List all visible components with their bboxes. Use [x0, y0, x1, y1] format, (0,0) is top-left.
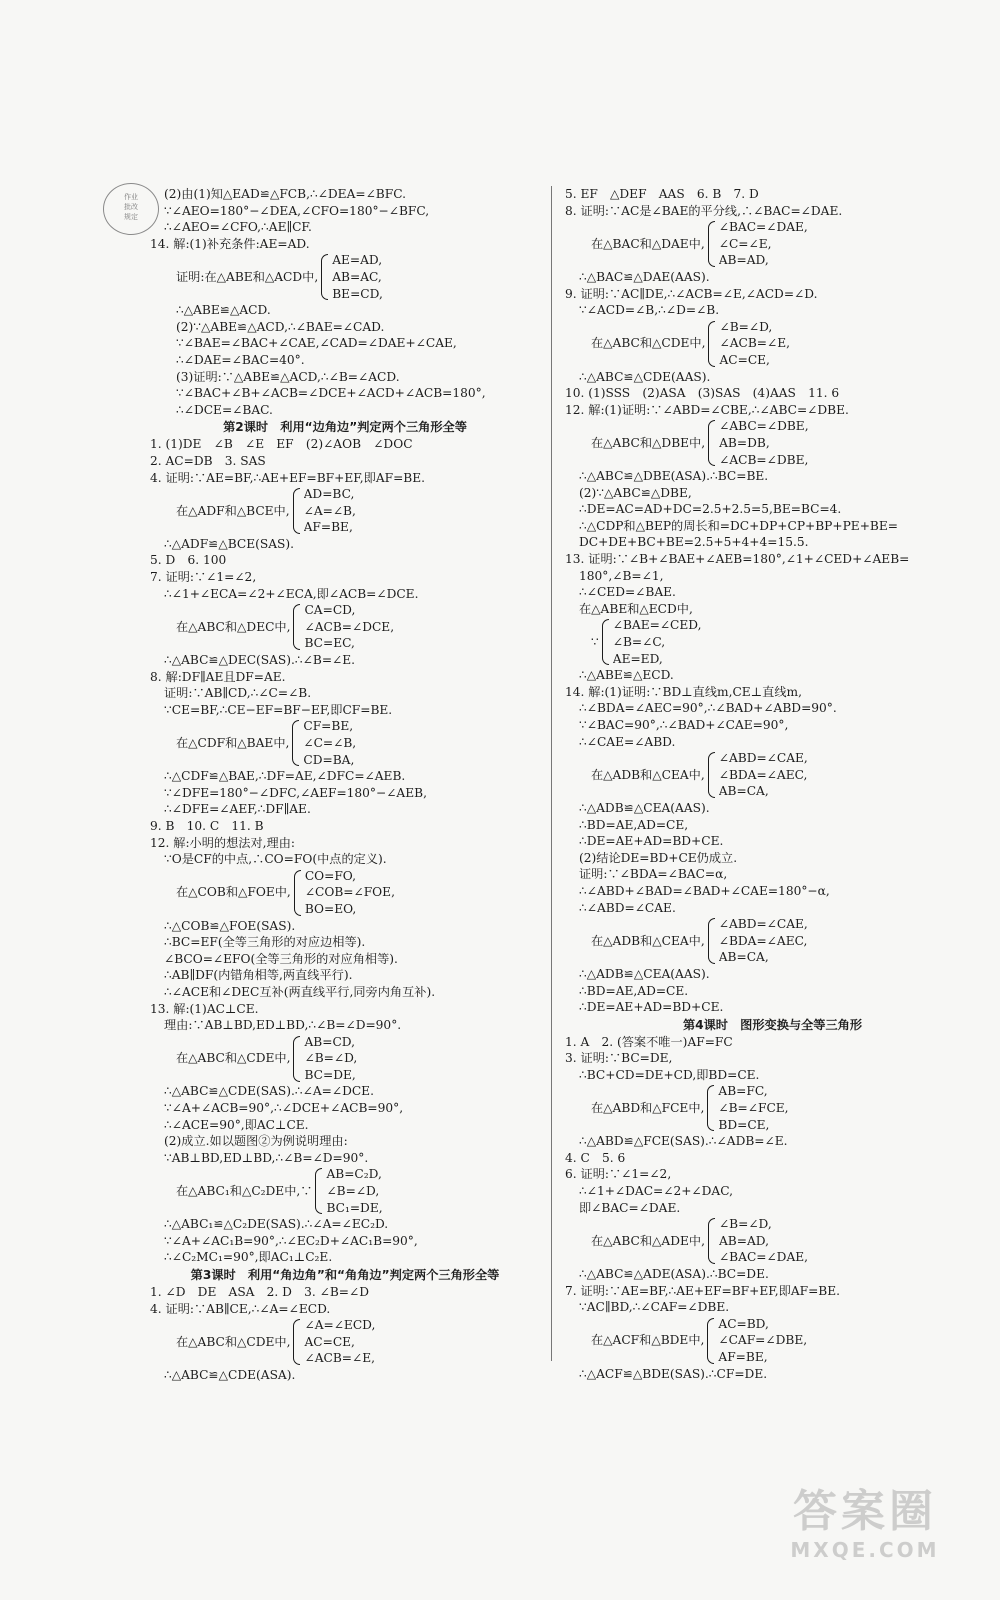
left-column: [150, 186, 540, 1384]
section-heading: 第2课时 利用“边角边”判定两个三角形全等: [223, 420, 467, 435]
condition-system: [565, 219, 980, 269]
answer-line: ∴△COB≌△FOE(SAS).: [164, 918, 296, 933]
answer-line: ∵∠A+∠AC₁B=90°,∴∠EC₂D+∠AC₁B=90°,: [164, 1233, 418, 1248]
condition-row: ∠COB=∠FOE,: [304, 885, 395, 900]
system-conditions: [304, 486, 356, 536]
answer-line: ∴△ABC≌△CDE(AAS).: [579, 369, 711, 384]
answer-line: ∴BC+CD=DE+CD,即BD=CE.: [579, 1067, 760, 1082]
condition-row: AB=CA,: [718, 784, 769, 799]
answer-line: ∴△CDF≌△BAE,∴DF=AE,∠DFC=∠AEB.: [164, 769, 406, 784]
answer-line: 2. AC=DB 3. SAS: [150, 453, 266, 468]
answer-line: ∴∠ABD=∠CAE.: [579, 900, 676, 915]
condition-system: [565, 319, 980, 369]
section-heading: 第3课时 利用“角边角”和“角角边”判定两个三角形全等: [190, 1268, 500, 1282]
system-conditions: [719, 418, 808, 468]
answer-line: 在△ABE和△ECD中,: [579, 601, 693, 616]
condition-row: ∠B=∠D,: [304, 1051, 358, 1066]
answer-line: ∴△ADB≌△CEA(AAS).: [579, 966, 710, 981]
system-lead-text: 在△ABC和△CDE中,: [176, 1051, 291, 1066]
condition-row: AE=AD,: [332, 253, 383, 268]
system-lead-text: ∵: [591, 635, 599, 650]
condition-system: [150, 486, 540, 536]
site-watermark: [750, 1486, 980, 1576]
left-brace: [707, 1318, 714, 1364]
condition-system: [150, 252, 540, 302]
condition-system: [150, 602, 540, 652]
watermark-logo-text: 答案圈: [793, 1486, 937, 1537]
answer-line: 1. ∠D DE ASA 2. D 3. ∠B=∠D: [150, 1285, 369, 1299]
system-lead-text: 在△CDF和△BAE中,: [176, 736, 290, 750]
condition-row: BE=CD,: [332, 286, 383, 301]
system-lead-text: 在△ABC和△DBE中,: [591, 435, 706, 450]
answer-line: 8. 解:DF∥AE且DF=AE.: [150, 669, 286, 684]
answer-line: 3. 证明:∵BC=DE,: [565, 1051, 673, 1066]
system-conditions: [326, 1166, 382, 1216]
answer-line: ∴∠1+∠ECA=∠2+∠ECA,即∠ACB=∠DCE.: [164, 586, 419, 601]
condition-row: ∠ABD=∠CAE,: [718, 751, 808, 766]
system-lead-text: 在△COB和△FOE中,: [176, 885, 291, 900]
answer-line: 9. 证明:∵AC∥DE,∴∠ACB=∠E,∠ACD=∠D.: [565, 286, 818, 301]
condition-row: ∠CAF=∠DBE,: [718, 1333, 808, 1348]
answer-line: (2)由(1)知△EAD≌△FCB,∴∠DEA=∠BFC.: [164, 187, 406, 201]
answer-line: ∴DE=AE+AD=BD+CE.: [579, 1000, 724, 1015]
condition-row: AC=CE,: [304, 1334, 355, 1349]
system-conditions: [304, 1034, 357, 1084]
condition-system: [150, 718, 540, 768]
answer-line: 1. A 2. (答案不唯一)AF=FC: [565, 1034, 733, 1049]
condition-row: ∠BDA=∠AEC,: [718, 933, 808, 948]
condition-row: ∠A=∠B,: [303, 503, 356, 518]
condition-row: BD=CE,: [718, 1117, 770, 1132]
condition-row: AB=C₂D,: [326, 1167, 382, 1182]
left-brace: [294, 870, 301, 916]
system-lead-text: 在△ABC₁和△C₂DE中,∵: [176, 1184, 313, 1199]
condition-system: [565, 916, 980, 966]
answer-line: ∴DE=AE+AD=BD+CE.: [579, 834, 724, 849]
condition-row: AB=CA,: [718, 950, 769, 965]
system-conditions: [719, 916, 808, 966]
left-brace: [293, 1319, 300, 1365]
condition-row: AE=ED,: [612, 651, 663, 666]
system-conditions: [305, 868, 395, 918]
answer-line: ∴△ABC≌△CDE(ASA).: [164, 1367, 296, 1382]
condition-row: AB=DB,: [719, 435, 770, 450]
condition-row: ∠ACB=∠DBE,: [719, 452, 809, 467]
stamp-text: 规定: [124, 213, 138, 221]
condition-row: BC₁=DE,: [326, 1200, 383, 1215]
condition-system: [565, 1316, 980, 1366]
condition-row: ∠B=∠FCE,: [718, 1101, 789, 1116]
answer-line: 13. 解:(1)AC⊥CE.: [150, 1001, 259, 1016]
condition-row: CF=BE,: [303, 719, 354, 734]
answer-line: ∴△ABC≌△DBE(ASA).∴BC=BE.: [579, 469, 769, 484]
condition-row: ∠BAC=∠DAE,: [718, 220, 808, 235]
condition-row: ∠C=∠E,: [718, 236, 772, 251]
left-brace: [708, 918, 715, 964]
condition-row: ∠ACB=∠DCE,: [304, 619, 395, 634]
answer-line: 1. (1)DE ∠B ∠E EF (2)∠AOB ∠DOC: [150, 437, 413, 452]
answer-line: ∵O是CF的中点,∴CO=FO(中点的定义).: [164, 852, 387, 867]
section-heading: 第4课时 图形变换与全等三角形: [682, 1017, 863, 1032]
left-brace: [708, 420, 715, 466]
answer-line: ∴△ABC₁≌△C₂DE(SAS).∴∠A=∠EC₂D.: [164, 1217, 389, 1232]
answer-line: ∵∠DFE=180°−∠DFC,∠AEF=180°−∠AEB,: [164, 785, 427, 800]
condition-row: AC=CE,: [719, 352, 770, 367]
answer-line: (3)证明:∵△ABE≌△ACD,∴∠B=∠ACD.: [176, 369, 400, 384]
condition-row: ∠C=∠B,: [303, 736, 357, 750]
answer-line: 12. 解:(1)证明:∵∠ABD=∠CBE,∴∠ABC=∠DBE.: [565, 402, 849, 417]
answer-line: 180°,∠B=∠1,: [579, 568, 664, 583]
condition-row: ∠ABC=∠DBE,: [719, 419, 809, 434]
condition-row: CA=CD,: [304, 603, 356, 618]
right-column: [565, 186, 980, 1382]
system-conditions: [613, 617, 702, 667]
condition-system: [565, 750, 980, 800]
left-brace: [602, 619, 609, 665]
answer-line: ∵∠BAC=90°,∴∠BAD+∠CAE=90°,: [579, 718, 789, 732]
condition-system: [565, 1216, 980, 1266]
left-brace: [293, 604, 300, 650]
answer-line: 5. EF △DEF AAS 6. B 7. D: [565, 187, 759, 201]
answer-line: ∴△ADB≌△CEA(AAS).: [579, 800, 710, 815]
system-lead-text: 在△ABC和△CDE中,: [176, 1334, 291, 1349]
answer-line: 4. C 5. 6: [565, 1150, 626, 1165]
condition-row: ∠ACB=∠E,: [304, 1351, 375, 1366]
answer-line: 14. 解:(1)证明:∵BD⊥直线m,CE⊥直线m,: [565, 684, 802, 699]
condition-system: [150, 868, 540, 918]
answer-line: ∴△ABC≌△DEC(SAS).∴∠B=∠E.: [164, 653, 356, 668]
answer-line: ∵AB⊥BD,ED⊥BD,∴∠B=∠D=90°.: [164, 1150, 369, 1165]
condition-row: ∠ABD=∠CAE,: [718, 917, 808, 932]
answer-line: ∴∠DCE=∠BAC.: [176, 402, 273, 417]
system-lead-text: 在△ABD和△FCE中,: [591, 1101, 705, 1116]
condition-row: ∠BDA=∠AEC,: [718, 767, 808, 782]
condition-row: AF=BE,: [718, 1349, 768, 1364]
answer-line: (2)成立.如以题图②为例说明理由:: [164, 1134, 348, 1149]
left-brace: [292, 720, 299, 766]
condition-row: AB=FC,: [718, 1084, 768, 1099]
condition-row: BC=DE,: [304, 1067, 356, 1082]
answer-line: ∴∠ACE=90°,即AC⊥CE.: [164, 1117, 309, 1132]
answer-line: ∴AB∥DF(内错角相等,两直线平行).: [164, 968, 353, 983]
system-conditions: [719, 319, 790, 369]
answer-line: (2)∵△ABE≌△ACD,∴∠BAE=∠CAD.: [176, 319, 385, 334]
system-conditions: [718, 1316, 807, 1366]
answer-line: ∵∠BAC+∠B+∠ACB=∠DCE+∠ACD+∠ACB=180°,: [176, 386, 486, 401]
left-brace: [707, 1085, 714, 1131]
answer-line: 证明:∵∠BDA=∠BAC=α,: [579, 867, 728, 882]
answer-line: ∠BCO=∠EFO(全等三角形的对应角相等).: [164, 951, 398, 966]
condition-row: CO=FO,: [304, 868, 356, 883]
condition-row: CD=BA,: [303, 752, 355, 767]
condition-row: ∠B=∠C,: [612, 635, 666, 650]
answer-line: 8. 证明:∵AC是∠BAE的平分线,∴∠BAC=∠DAE.: [565, 203, 843, 218]
condition-row: BO=EO,: [304, 901, 357, 916]
answer-line: ∵∠ACD=∠B,∴∠D=∠B.: [579, 303, 720, 318]
system-conditions: [332, 252, 383, 302]
answer-line: ∵∠AEO=180°−∠DEA,∠CFO=180°−∠BFC,: [164, 203, 430, 218]
answer-line: 7. 证明:∵∠1=∠2,: [150, 570, 257, 585]
system-lead-text: 证明:在△ABE和△ACD中,: [176, 269, 319, 284]
condition-system: [150, 1166, 540, 1216]
answer-line: ∴BD=AE,AD=CE,: [579, 817, 689, 832]
left-brace: [708, 1218, 715, 1264]
left-brace: [293, 488, 300, 534]
answer-line: ∴∠AEO=∠CFO,∴AE∥CF.: [164, 220, 312, 235]
answer-line: DC+DE+BC+BE=2.5+5+4+4=15.5.: [579, 535, 809, 550]
answer-line: ∴DE=AC=AD+DC=2.5+2.5=5,BE=BC=4.: [579, 502, 842, 517]
answer-line: ∵CE=BF,∴CE−EF=BF−EF,即CF=BE.: [164, 702, 393, 717]
system-conditions: [719, 750, 808, 800]
answer-line: ∴∠ACE和∠DEC互补(两直线平行,同旁内角互补).: [164, 984, 436, 999]
condition-row: AC=BD,: [718, 1316, 769, 1331]
answer-line: ∴∠CED=∠BAE.: [579, 585, 676, 600]
condition-row: ∠BAE=∠CED,: [612, 618, 702, 633]
answer-line: ∴∠DFE=∠AEF,∴DF∥AE.: [164, 802, 311, 817]
answer-line: 证明:∵AB∥CD,∴∠C=∠B.: [164, 686, 312, 701]
condition-row: AB=CD,: [304, 1034, 355, 1049]
system-lead-text: 在△BAC和△DAE中,: [591, 236, 705, 251]
answer-line: 7. 证明:∵AE=BF,∴AE+EF=BF+EF,即AF=BE.: [565, 1283, 841, 1298]
condition-row: ∠ACB=∠E,: [719, 336, 790, 351]
answer-line: ∴△ABE≌△ECD.: [579, 668, 674, 683]
answer-line: ∴∠C₂MC₁=90°,即AC₁⊥C₂E.: [164, 1250, 333, 1265]
system-conditions: [719, 219, 808, 269]
left-brace: [321, 254, 328, 300]
answer-line: ∴∠1+∠DAC=∠2+∠DAC,: [579, 1184, 733, 1199]
condition-row: AB=AD,: [718, 253, 769, 268]
answer-line: 13. 证明:∵∠B+∠BAE+∠AEB=180°,∠1+∠CED+∠AEB=: [565, 552, 910, 567]
answer-line: ∴BC=EF(全等三角形的对应边相等).: [164, 935, 366, 950]
column-divider: [551, 186, 552, 1361]
answer-line: ∴∠DAE=∠BAC=40°.: [176, 352, 305, 367]
answer-line: ∵∠A+∠ACB=90°,∴∠DCE+∠ACB=90°,: [164, 1101, 404, 1116]
condition-row: AD=BC,: [303, 487, 355, 502]
left-brace: [708, 752, 715, 798]
answer-line: 10. (1)SSS (2)ASA (3)SAS (4)AAS 11. 6: [565, 386, 840, 401]
answer-line: ∴△ADF≌△BCE(SAS).: [164, 536, 295, 551]
answer-line: 9. B 10. C 11. B: [150, 818, 264, 833]
condition-system: [565, 418, 980, 468]
answer-line: ∴∠BDA=∠AEC=90°,∴∠BAD+∠ABD=90°.: [579, 701, 837, 716]
system-conditions: [303, 718, 356, 768]
answer-line: ∴∠CAE=∠ABD.: [579, 734, 676, 749]
condition-row: ∠BAC=∠DAE,: [718, 1250, 809, 1265]
stamp-text: 批改: [124, 203, 138, 211]
answer-line: 12. 解:小明的想法对,理由:: [150, 835, 296, 850]
answer-line: ∴BD=AE,AD=CE.: [579, 983, 689, 998]
answer-line: ∴△ABE≌△ACD.: [176, 303, 271, 318]
watermark-site-text: MXQE.COM: [790, 1538, 940, 1562]
answer-line: 6. 证明:∵∠1=∠2,: [565, 1167, 672, 1182]
answer-line: ∴△BAC≌△DAE(AAS).: [579, 269, 710, 284]
answer-line: 即∠BAC=∠DAE.: [579, 1200, 681, 1215]
answer-line: (2)∵△ABC≌△DBE,: [579, 485, 692, 500]
condition-system: [150, 1317, 540, 1367]
condition-system: [565, 1083, 980, 1133]
system-conditions: [718, 1083, 788, 1133]
system-lead-text: 在△ADF和△BCE中,: [176, 503, 290, 518]
answer-line: (2)结论DE=BD+CE仍成立.: [579, 850, 738, 865]
system-lead-text: 在△ABC和△CDE中,: [591, 336, 706, 351]
system-conditions: [304, 602, 394, 652]
condition-row: AF=BE,: [303, 520, 353, 535]
condition-row: ∠B=∠D,: [326, 1184, 380, 1199]
answer-line: ∴△CDP和△BEP的周长和=DC+DP+CP+BP+PE+BE=: [579, 518, 898, 533]
condition-system: [150, 1034, 540, 1084]
answer-line: 理由:∵AB⊥BD,ED⊥BD,∴∠B=∠D=90°.: [164, 1018, 402, 1033]
answer-line: ∴△ABC≌△CDE(SAS).∴∠A=∠DCE.: [164, 1084, 374, 1099]
answer-line: 4. 证明:∵AB∥CE,∴∠A=∠ECD.: [150, 1301, 331, 1316]
answer-line: 5. D 6. 100: [150, 553, 227, 568]
left-brace: [708, 321, 715, 367]
condition-row: AB=AD,: [718, 1233, 769, 1248]
answer-line: 4. 证明:∵AE=BF,∴AE+EF=BF+EF,即AF=BE.: [150, 470, 426, 485]
left-brace: [708, 221, 715, 267]
system-lead-text: 在△ABC和△DEC中,: [176, 619, 291, 634]
answer-line: ∴△ABC≌△ADE(ASA).∴BC=DE.: [579, 1267, 769, 1281]
system-conditions: [304, 1317, 375, 1367]
condition-system: [565, 617, 980, 667]
answer-line: ∴△ACF≌△BDE(SAS).∴CF=DE.: [579, 1366, 768, 1381]
system-lead-text: 在△ABC和△ADE中,: [591, 1233, 705, 1248]
system-conditions: [719, 1216, 808, 1266]
condition-row: ∠B=∠D,: [719, 319, 773, 334]
condition-row: ∠A=∠ECD,: [304, 1318, 376, 1333]
system-lead-text: 在△ACF和△BDE中,: [591, 1333, 705, 1348]
answer-line: ∴△ABD≌△FCE(SAS).∴∠ADB=∠E.: [579, 1134, 788, 1149]
system-lead-text: 在△ADB和△CEA中,: [591, 767, 705, 782]
answer-line: ∵AC∥BD,∴∠CAF=∠DBE.: [579, 1300, 730, 1315]
condition-row: AB=AC,: [332, 269, 382, 284]
answer-line: ∵∠BAE=∠BAC+∠CAE,∠CAD=∠DAE+∠CAE,: [176, 336, 457, 351]
system-lead-text: 在△ADB和△CEA中,: [591, 933, 705, 948]
answer-line: 14. 解:(1)补充条件:AE=AD.: [150, 236, 310, 251]
condition-row: BC=EC,: [304, 636, 355, 651]
condition-row: ∠B=∠D,: [718, 1217, 772, 1232]
left-brace: [315, 1168, 322, 1214]
answer-line: ∴∠ABD+∠BAD=∠BAD+∠CAE=180°−α,: [579, 883, 830, 898]
left-brace: [293, 1036, 300, 1082]
stamp-text: 作业: [124, 193, 138, 201]
